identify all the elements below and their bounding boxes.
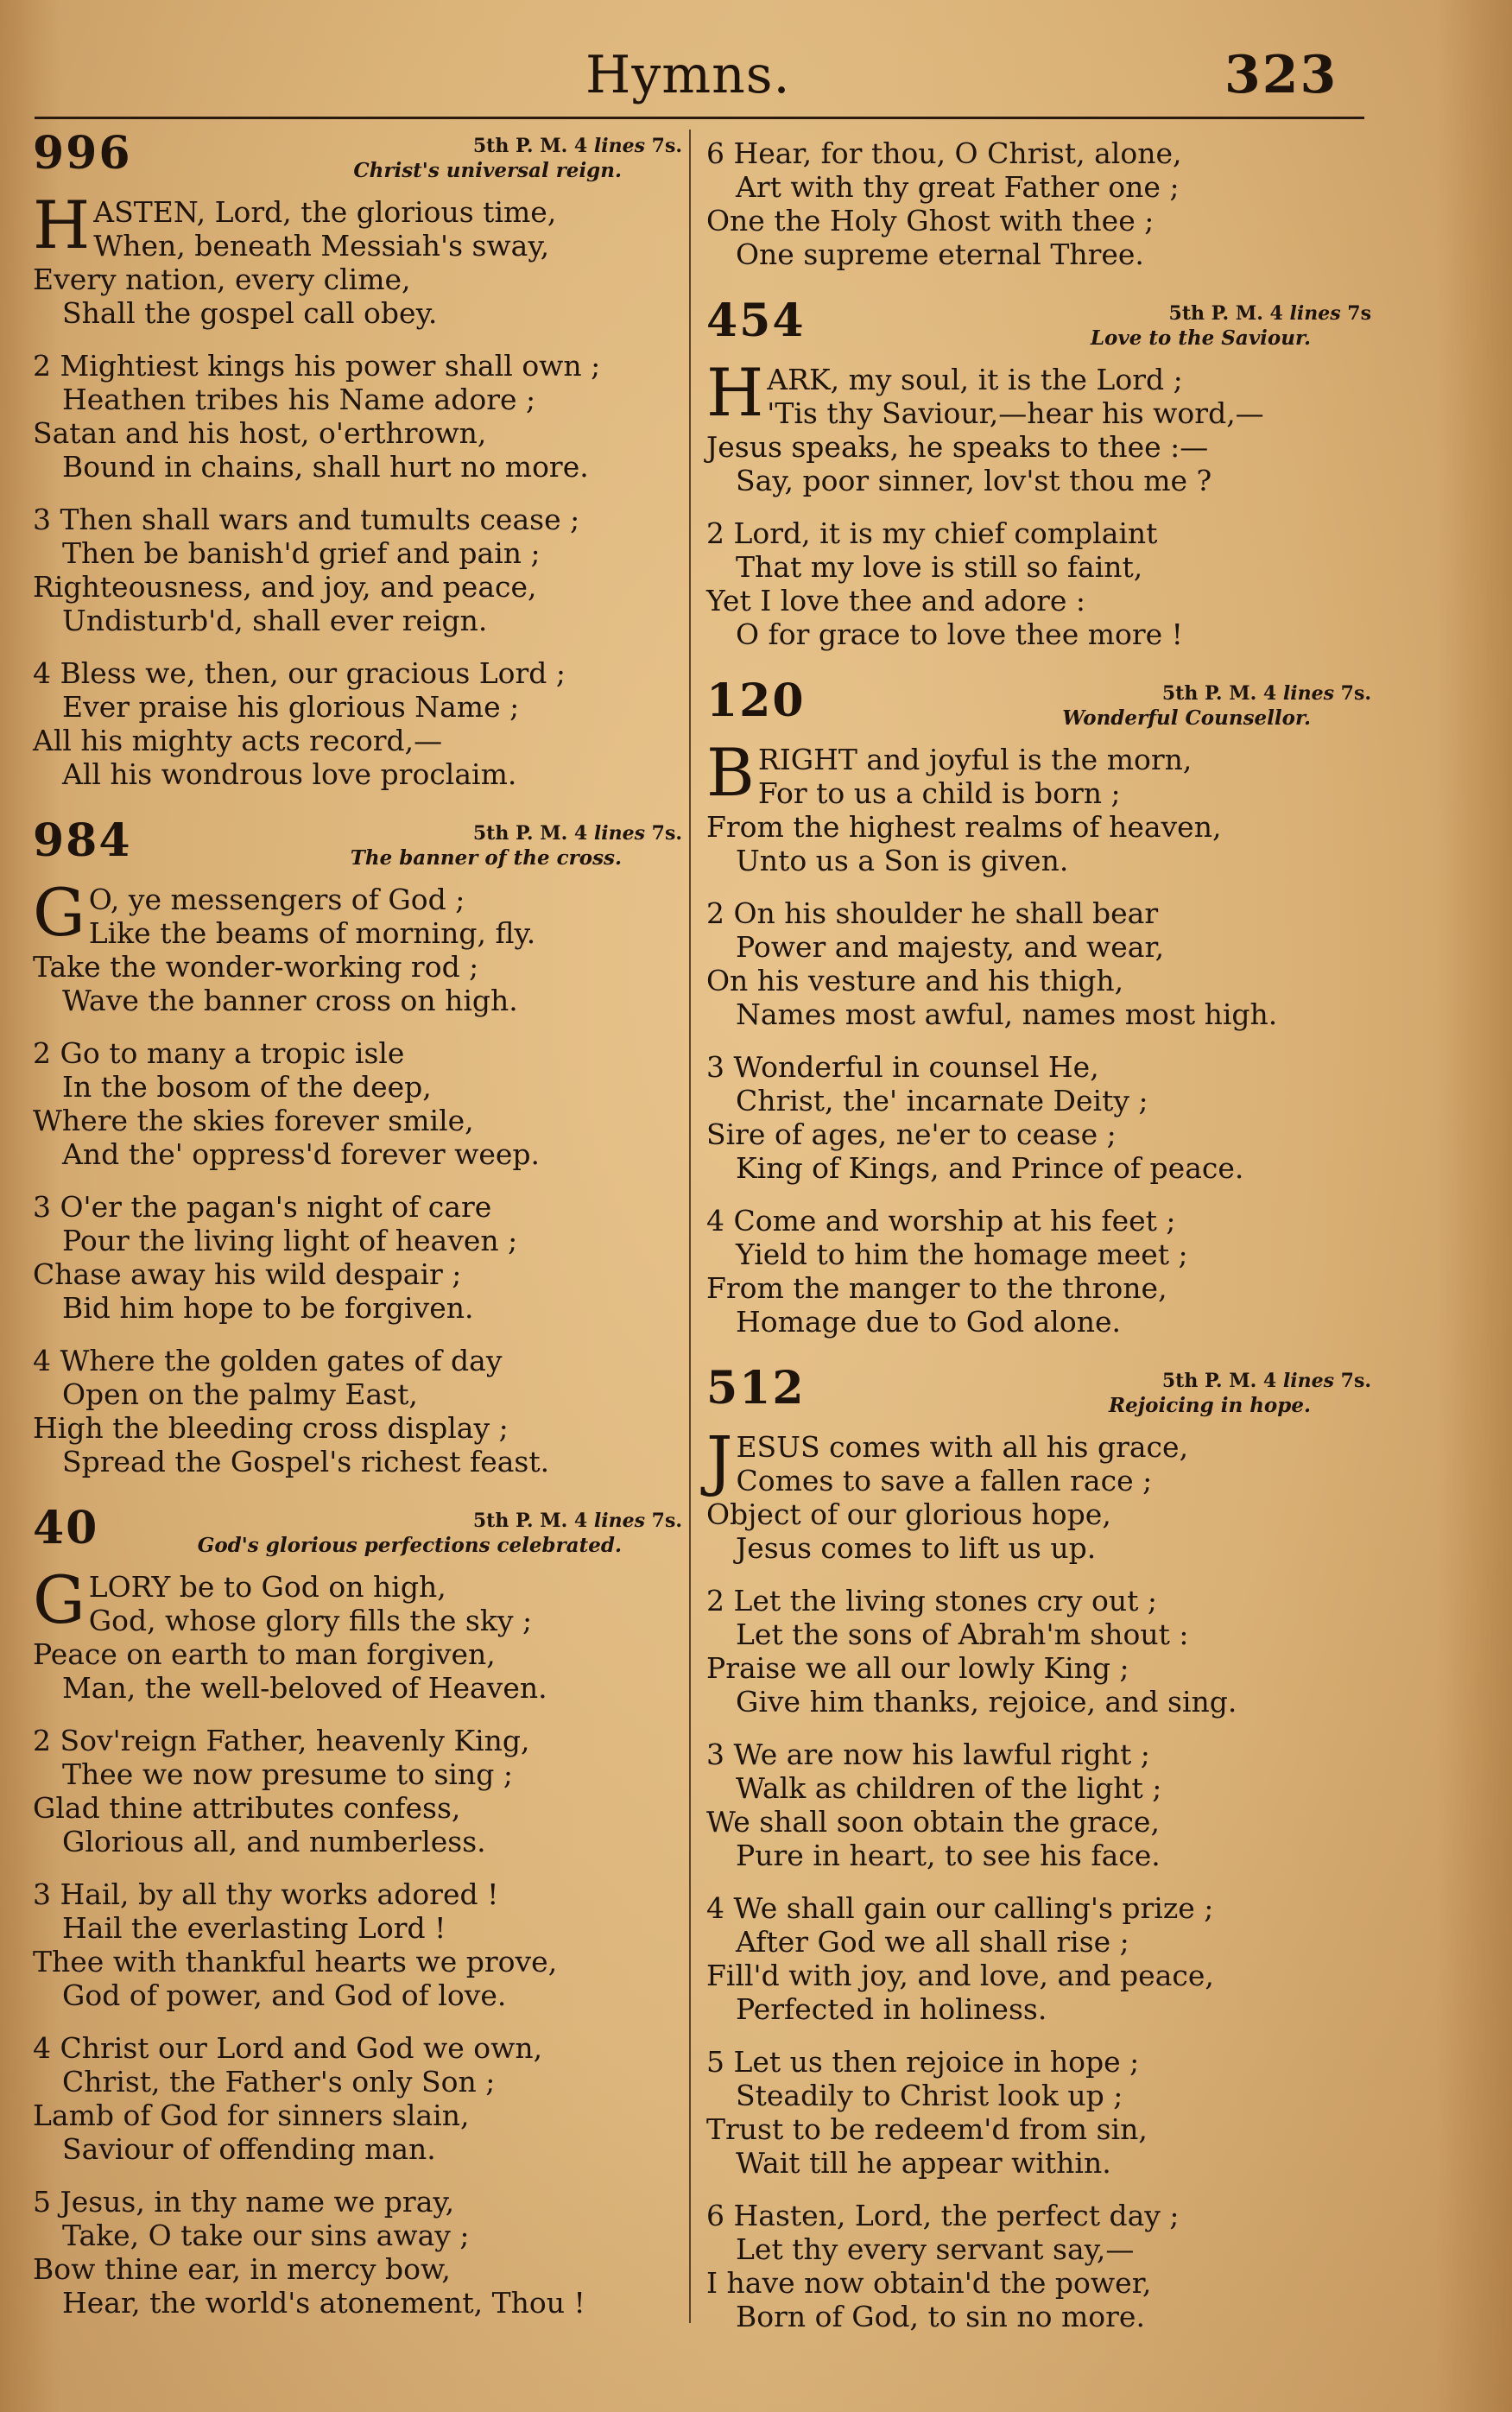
verse (33, 1190, 682, 1325)
meter-suffix: 7s. (1340, 682, 1371, 705)
verse-line: 'Tis thy Saviour,—hear his word,— (767, 396, 1264, 430)
verse-line: I have now obtain'd the power, (706, 2266, 1152, 2300)
header-rule (35, 117, 1364, 119)
hymn-meter (1169, 302, 1371, 325)
verse-line: One the Holy Ghost with thee ; (706, 204, 1155, 237)
verse-line: 4 We shall gain our calling's prize ; (706, 1891, 1214, 1925)
verse-line: O, ye messengers of God ; (88, 883, 465, 916)
verse-line: Undisturb'd, shall ever reign. (62, 604, 488, 637)
verse-line: Christ, the Father's only Son ; (62, 2065, 496, 2099)
verse-line: ESUS comes with all his grace, (736, 1430, 1189, 1464)
verse-line: 2 Go to many a tropic isle (33, 1036, 405, 1070)
verse-line: King of Kings, and Prince of peace. (736, 1151, 1244, 1185)
verse-line: 2 Mightiest kings his power shall own ; (33, 349, 601, 383)
hymn-header (706, 674, 1371, 743)
verse-line: Homage due to God alone. (736, 1305, 1121, 1339)
meter-text: 5th P. M. 4 (1168, 302, 1283, 325)
hymn (33, 814, 682, 1478)
verse-line: 2 Lord, it is my chief complaint (706, 516, 1158, 550)
verse-line: From the manger to the throne, (706, 1271, 1167, 1305)
verse-line: Shall the gospel call obey. (62, 296, 438, 330)
verse-line: ASTEN, Lord, the glorious time, (93, 195, 557, 229)
hymn-number: 454 (706, 294, 806, 347)
verse-line: Thee with thankful hearts we prove, (33, 1945, 558, 1978)
verse-line: Let thy every servant say,— (736, 2232, 1135, 2266)
verse-line: Power and majesty, and wear, (736, 930, 1165, 964)
hymn-title: Christ's universal reign. (353, 159, 622, 182)
verse-line: Praise we all our lowly King ; (706, 1651, 1129, 1685)
verse-line: That my love is still so faint, (736, 550, 1143, 584)
verse-line: Thee we now presume to sing ; (62, 1757, 513, 1791)
verse-line: 2 On his shoulder he shall bear (706, 896, 1159, 930)
verse-line: Perfected in holiness. (736, 1992, 1047, 2026)
verse-line: 6 Hear, for thou, O Christ, alone, (706, 136, 1182, 170)
verse-line: All his mighty acts record,— (33, 724, 443, 757)
verse-line: Object of our glorious hope, (706, 1497, 1111, 1531)
verse-line: Unto us a Son is given. (736, 844, 1069, 877)
verse-line: Pure in heart, to see his face. (736, 1839, 1161, 1872)
verse-line: When, beneath Messiah's sway, (93, 229, 550, 263)
meter-suffix: 7s (1347, 302, 1371, 325)
verse-line: Take the wonder-working rod ; (33, 950, 479, 984)
verse (706, 2045, 1371, 2180)
hymn-meter (473, 135, 682, 157)
hymn-header (33, 1502, 682, 1570)
hymn-number: 984 (33, 814, 132, 867)
verse-line: LORY be to God on high, (88, 1570, 446, 1604)
hymn-title: The banner of the cross. (350, 846, 622, 870)
verse (706, 1891, 1371, 2026)
verse-line: High the bleeding cross display ; (33, 1411, 509, 1445)
drop-cap: G (33, 874, 85, 951)
verse-line: Walk as children of the light ; (736, 1771, 1162, 1805)
hymn-meter (473, 1510, 682, 1532)
verse-line: Then be banish'd grief and pain ; (62, 536, 541, 570)
verse (706, 516, 1371, 651)
verse-line: RIGHT and joyful is the morn, (757, 743, 1193, 776)
hymn-header (706, 294, 1371, 363)
hymn-number: 40 (33, 1502, 99, 1554)
meter-lines: lines (1289, 302, 1341, 325)
meter-suffix: 7s. (651, 822, 682, 845)
verse-line: Righteousness, and joy, and peace, (33, 570, 537, 604)
verse (706, 1584, 1371, 1719)
verse-line: Steadily to Christ look up ; (736, 2079, 1123, 2112)
verse (706, 136, 1371, 271)
hymn-number: 512 (706, 1362, 806, 1415)
meter-lines: lines (1282, 1370, 1334, 1392)
meter-suffix: 7s. (651, 135, 682, 157)
verse-line: Bow thine ear, in mercy bow, (33, 2252, 451, 2286)
verse-line: Let the sons of Abrah'm shout : (736, 1617, 1189, 1651)
verse-line: We shall soon obtain the grace, (706, 1805, 1160, 1839)
verse-line: 3 Hail, by all thy works adored ! (33, 1877, 499, 1911)
meter-text: 5th P. M. 4 (1161, 682, 1277, 705)
hymn (706, 294, 1371, 651)
verse-line: 6 Hasten, Lord, the perfect day ; (706, 2199, 1180, 2232)
verse (33, 1561, 682, 1705)
verse-line: Born of God, to sin no more. (736, 2300, 1145, 2333)
verse-line: Wave the banner cross on high. (62, 984, 518, 1017)
verse-line: All his wondrous love proclaim. (62, 757, 517, 791)
verse-line: God of power, and God of love. (62, 1978, 507, 2012)
verse-line: Chase away his wild despair ; (33, 1257, 462, 1291)
drop-cap: J (706, 1421, 733, 1498)
hymn-header (33, 127, 682, 195)
verse-line: God, whose glory fills the sky ; (88, 1604, 533, 1637)
verse-line: Trust to be redeem'd from sin, (706, 2112, 1148, 2146)
verse (706, 734, 1371, 877)
verse-line: Every nation, every clime, (33, 263, 411, 296)
left-column (33, 127, 682, 2352)
verse-line: Hail the everlasting Lord ! (62, 1911, 446, 1945)
meter-lines: lines (1282, 682, 1334, 705)
verse (33, 1036, 682, 1171)
verse (706, 1204, 1371, 1339)
verse-line: Jesus comes to lift us up. (736, 1531, 1097, 1565)
verse-line: 3 We are now his lawful right ; (706, 1738, 1150, 1771)
verse-line: Sire of ages, ne'er to cease ; (706, 1117, 1117, 1151)
hymn (706, 136, 1371, 271)
verse-line: On his vesture and his thigh, (706, 964, 1124, 997)
verse-line: Jesus speaks, he speaks to thee :— (706, 430, 1209, 464)
verse (706, 354, 1371, 497)
meter-text: 5th P. M. 4 (472, 822, 588, 845)
verse-line: Art with thy great Father one ; (736, 170, 1180, 204)
right-column (706, 136, 1371, 2366)
column-divider (689, 130, 691, 2323)
verse-line: And the' oppress'd forever weep. (62, 1137, 541, 1171)
verse-line: ARK, my soul, it is the Lord ; (767, 363, 1183, 396)
verse (706, 2199, 1371, 2333)
verse-line: Give him thanks, rejoice, and sing. (736, 1685, 1237, 1719)
hymn-number: 996 (33, 127, 132, 180)
drop-cap: H (706, 354, 764, 431)
verse-line: For to us a child is born ; (757, 776, 1121, 810)
verse (33, 187, 682, 330)
meter-lines: lines (593, 135, 645, 157)
verse-line: From the highest realms of heaven, (706, 810, 1222, 844)
page-header (0, 35, 1512, 112)
verse-line: 2 Let the living stones cry out ; (706, 1584, 1158, 1617)
page-title: Hymns. (585, 45, 791, 105)
verse-line: Fill'd with joy, and love, and peace, (706, 1959, 1214, 1992)
verse-line: 4 Come and worship at his feet ; (706, 1204, 1176, 1238)
hymn-number: 120 (706, 674, 806, 727)
verse (33, 2031, 682, 2166)
verse-line: 5 Jesus, in thy name we pray, (33, 2185, 455, 2219)
verse-line: Yield to him the homage meet ; (736, 1238, 1188, 1271)
hymn-header (706, 1362, 1371, 1430)
meter-suffix: 7s. (651, 1510, 682, 1532)
verse-line: Glad thine attributes confess, (33, 1791, 461, 1825)
verse-line: Peace on earth to man forgiven, (33, 1637, 496, 1671)
verse (33, 874, 682, 1017)
verse-line: Ever praise his glorious Name ; (62, 690, 520, 724)
drop-cap: G (33, 1561, 85, 1638)
hymn (706, 1362, 1371, 2333)
hymn (706, 674, 1371, 1339)
verse-line: Like the beams of morning, fly. (88, 916, 536, 950)
verse-line: Yet I love thee and adore : (706, 584, 1085, 617)
drop-cap: B (706, 734, 755, 811)
verse-line: One supreme eternal Three. (736, 237, 1144, 271)
verse-line: Open on the palmy East, (62, 1377, 418, 1411)
verse-line: Names most awful, names most high. (736, 997, 1278, 1031)
verse-line: 3 Then shall wars and tumults cease ; (33, 503, 580, 536)
verse-line: Hear, the world's atonement, Thou ! (62, 2286, 585, 2320)
verse-line: O for grace to love thee more ! (736, 617, 1183, 651)
hymn-title: Rejoicing in hope. (1109, 1394, 1311, 1417)
verse-line: After God we all shall rise ; (736, 1925, 1129, 1959)
verse-line: Bound in chains, shall hurt no more. (62, 450, 589, 484)
verse-line: Christ, the' incarnate Deity ; (736, 1084, 1148, 1117)
verse-line: Pour the living light of heaven ; (62, 1224, 518, 1257)
verse-line: Say, poor sinner, lov'st thou me ? (736, 464, 1212, 497)
verse-line: Satan and his host, o'erthrown, (33, 416, 487, 450)
meter-lines: lines (593, 1510, 645, 1532)
meter-lines: lines (593, 822, 645, 845)
verse-line: 2 Sov'reign Father, heavenly King, (33, 1724, 530, 1757)
meter-text: 5th P. M. 4 (472, 1510, 588, 1532)
verse-line: Bid him hope to be forgiven. (62, 1291, 474, 1325)
verse-line: In the bosom of the deep, (62, 1070, 432, 1104)
verse-line: Glorious all, and numberless. (62, 1825, 486, 1858)
verse (33, 656, 682, 791)
drop-cap: H (33, 187, 91, 263)
verse-line: Spread the Gospel's richest feast. (62, 1445, 550, 1478)
verse (33, 2185, 682, 2320)
verse-line: Wait till he appear within. (736, 2146, 1111, 2180)
verse (33, 349, 682, 484)
hymn-meter (473, 822, 682, 845)
meter-text: 5th P. M. 4 (1161, 1370, 1277, 1392)
verse (706, 1050, 1371, 1185)
hymn-title: Love to the Saviour. (1090, 326, 1311, 350)
verse (33, 1344, 682, 1478)
hymn-meter (1162, 1370, 1371, 1392)
verse-line: 5 Let us then rejoice in hope ; (706, 2045, 1140, 2079)
verse-line: Saviour of offending man. (62, 2132, 436, 2166)
hymn (33, 1502, 682, 2320)
verse-line: 3 O'er the pagan's night of care (33, 1190, 492, 1224)
verse-line: Take, O take our sins away ; (62, 2219, 470, 2252)
hymn-meter (1162, 682, 1371, 705)
hymn-title: Wonderful Counsellor. (1062, 706, 1311, 730)
hymn-header (33, 814, 682, 883)
verse-line: 4 Bless we, then, our gracious Lord ; (33, 656, 566, 690)
verse-line: 4 Christ our Lord and God we own, (33, 2031, 543, 2065)
verse-line: 4 Where the golden gates of day (33, 1344, 503, 1377)
verse-line: Man, the well-beloved of Heaven. (62, 1671, 547, 1705)
page-number: 323 (1224, 45, 1338, 105)
verse-line: Where the skies forever smile, (33, 1104, 474, 1137)
verse (706, 1421, 1371, 1565)
hymn-title: God's glorious perfections celebrated. (197, 1534, 622, 1557)
verse (706, 896, 1371, 1031)
verse (33, 503, 682, 637)
verse-line: 3 Wonderful in counsel He, (706, 1050, 1099, 1084)
verse-line: Comes to save a fallen race ; (736, 1464, 1153, 1497)
verse (706, 1738, 1371, 1872)
meter-text: 5th P. M. 4 (472, 135, 588, 157)
meter-suffix: 7s. (1340, 1370, 1371, 1392)
verse-line: Lamb of God for sinners slain, (33, 2099, 470, 2132)
hymn (33, 127, 682, 791)
verse (33, 1877, 682, 2012)
verse (33, 1724, 682, 1858)
verse-line: Heathen tribes his Name adore ; (62, 383, 536, 416)
